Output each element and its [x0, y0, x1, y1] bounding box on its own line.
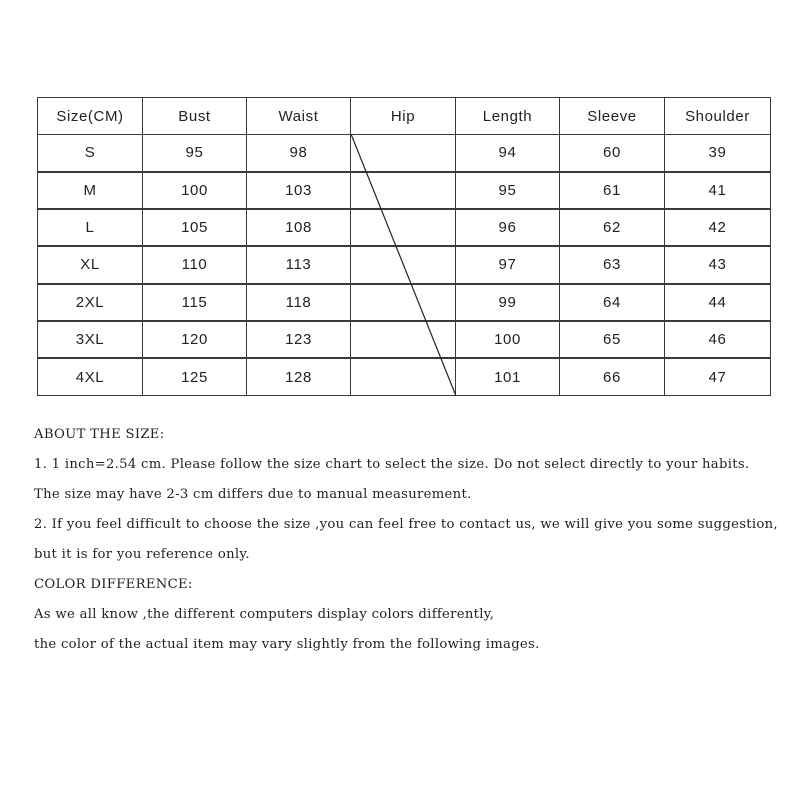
cell-sleeve: 62: [560, 209, 665, 246]
table-row: [38, 246, 771, 283]
cell-bust: 120: [143, 321, 247, 358]
cell-waist: 113: [247, 246, 351, 283]
cell-hip-empty: [351, 135, 456, 172]
cell-shoulder: 47: [665, 358, 771, 395]
cell-length: 94: [456, 135, 560, 172]
cell-shoulder: 43: [665, 246, 771, 283]
table-row: [38, 284, 771, 321]
cell-bust: 105: [143, 209, 247, 246]
cell-bust: 110: [143, 246, 247, 283]
about-size-heading: ABOUT THE SIZE:: [34, 427, 165, 442]
cell-bust: 115: [143, 284, 247, 321]
header-shoulder: Shoulder: [665, 98, 771, 135]
cell-hip-empty: [351, 284, 456, 321]
cell-sleeve: 63: [560, 246, 665, 283]
size-note-2-line-1: 2. If you feel difficult to choose the size ,you can feel free to contact us, we will give you some suggestion,: [34, 517, 778, 532]
size-note-1-line-2: The size may have 2-3 cm differs due to manual measurement.: [34, 487, 472, 502]
size-notes: [34, 424, 794, 664]
cell-hip-empty: [351, 209, 456, 246]
cell-length: 95: [456, 172, 560, 209]
cell-bust: 125: [143, 358, 247, 395]
cell-shoulder: 42: [665, 209, 771, 246]
table-row: [38, 135, 771, 172]
cell-waist: 103: [247, 172, 351, 209]
color-difference-heading: COLOR DIFFERENCE:: [34, 577, 193, 592]
table-row: [38, 321, 771, 358]
cell-length: 100: [456, 321, 560, 358]
header-hip: Hip: [351, 98, 456, 135]
size-note-2-line-2: but it is for you reference only.: [34, 547, 250, 562]
cell-bust: 100: [143, 172, 247, 209]
header-sleeve: Sleeve: [560, 98, 665, 135]
size-chart-table: [37, 97, 771, 396]
cell-shoulder: 41: [665, 172, 771, 209]
color-note-line-2: the color of the actual item may vary slightly from the following images.: [34, 637, 540, 652]
cell-waist: 123: [247, 321, 351, 358]
cell-bust: 95: [143, 135, 247, 172]
table-row: [38, 172, 771, 209]
cell-length: 101: [456, 358, 560, 395]
cell-length: 97: [456, 246, 560, 283]
cell-length: 99: [456, 284, 560, 321]
header-bust: Bust: [143, 98, 247, 135]
cell-shoulder: 44: [665, 284, 771, 321]
color-note-line-1: As we all know ,the different computers display colors differently,: [34, 607, 495, 622]
table-header-row: [38, 98, 771, 135]
cell-sleeve: 66: [560, 358, 665, 395]
header-waist: Waist: [247, 98, 351, 135]
cell-waist: 128: [247, 358, 351, 395]
cell-shoulder: 39: [665, 135, 771, 172]
cell-sleeve: 65: [560, 321, 665, 358]
header-length: Length: [456, 98, 560, 135]
cell-size: XL: [38, 246, 143, 283]
cell-sleeve: 60: [560, 135, 665, 172]
cell-waist: 118: [247, 284, 351, 321]
cell-shoulder: 46: [665, 321, 771, 358]
cell-waist: 108: [247, 209, 351, 246]
cell-size: L: [38, 209, 143, 246]
cell-size: 3XL: [38, 321, 143, 358]
cell-sleeve: 61: [560, 172, 665, 209]
cell-size: 2XL: [38, 284, 143, 321]
cell-hip-empty: [351, 172, 456, 209]
table-row: [38, 358, 771, 395]
cell-hip-empty: [351, 321, 456, 358]
cell-hip-empty: [351, 358, 456, 395]
cell-size: 4XL: [38, 358, 143, 395]
cell-hip-empty: [351, 246, 456, 283]
size-note-1-line-1: 1. 1 inch=2.54 cm. Please follow the size chart to select the size. Do not select directly to your habits.: [34, 457, 750, 472]
cell-waist: 98: [247, 135, 351, 172]
header-size: Size(CM): [38, 98, 143, 135]
table-row: [38, 209, 771, 246]
cell-size: M: [38, 172, 143, 209]
cell-sleeve: 64: [560, 284, 665, 321]
cell-size: S: [38, 135, 143, 172]
cell-length: 96: [456, 209, 560, 246]
